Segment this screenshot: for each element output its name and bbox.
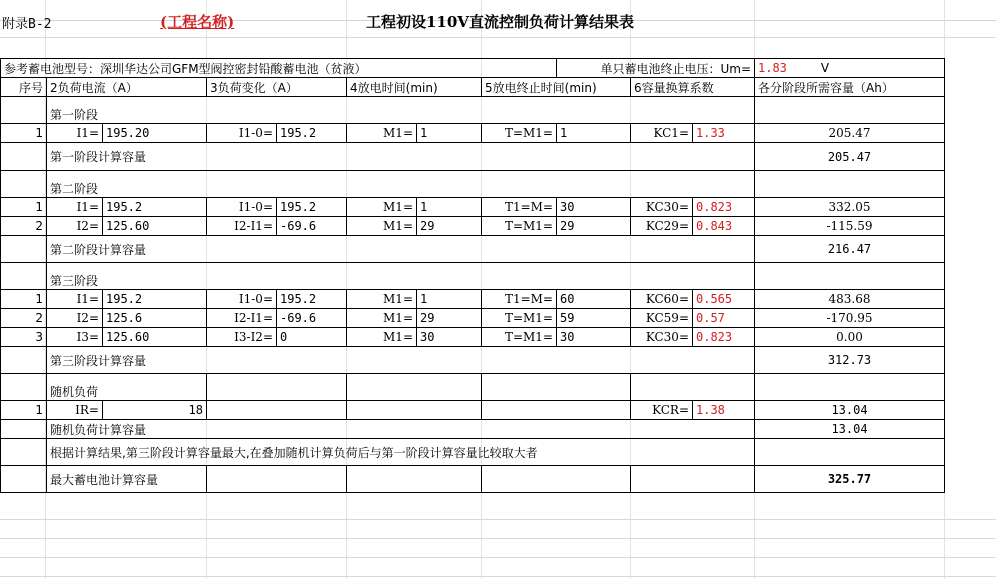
stage-calc-row bbox=[1, 236, 945, 263]
table-cell[interactable] bbox=[207, 466, 347, 493]
stage-title[interactable]: 第二阶段 bbox=[47, 171, 755, 198]
table-cell[interactable] bbox=[1, 171, 47, 198]
stage-title-row bbox=[1, 171, 945, 198]
current-value[interactable]: 125.60 bbox=[103, 328, 207, 347]
coef-label[interactable]: KC59= bbox=[631, 309, 693, 328]
end-time-value[interactable]: 59 bbox=[557, 309, 631, 328]
end-time-label[interactable]: T=M1= bbox=[482, 124, 557, 143]
change-label[interactable]: I1-0= bbox=[207, 124, 277, 143]
stage-title[interactable]: 随机负荷 bbox=[47, 374, 207, 401]
table-cell[interactable] bbox=[347, 466, 482, 493]
battery-row bbox=[1, 59, 945, 78]
table-row bbox=[1, 290, 945, 309]
current-value[interactable]: 195.20 bbox=[103, 124, 207, 143]
row-divider bbox=[0, 519, 996, 520]
time-value[interactable]: 30 bbox=[417, 328, 482, 347]
table-row bbox=[1, 328, 945, 347]
change-value[interactable]: -69.6 bbox=[277, 217, 347, 236]
header-cell[interactable]: 2负荷电流（A） bbox=[47, 78, 207, 97]
capacity-value[interactable]: 13.04 bbox=[755, 401, 945, 420]
change-value[interactable]: 195.2 bbox=[277, 290, 347, 309]
coef-value[interactable]: 0.565 bbox=[693, 290, 755, 309]
ref-battery[interactable]: 参考蓄电池型号：深圳华达公司GFM型阀控密封铅酸蓄电池（贫液） bbox=[1, 59, 557, 78]
coef-value[interactable]: 0.843 bbox=[693, 217, 755, 236]
time-value[interactable]: 1 bbox=[417, 198, 482, 217]
table-cell[interactable] bbox=[755, 374, 945, 401]
header-cell[interactable]: 序号 bbox=[1, 78, 47, 97]
coef-label[interactable]: KC1= bbox=[631, 124, 693, 143]
change-value[interactable]: 195.2 bbox=[277, 124, 347, 143]
coef-value[interactable]: 0.823 bbox=[693, 198, 755, 217]
stage-title[interactable]: 第一阶段 bbox=[47, 97, 755, 124]
current-label[interactable]: I2= bbox=[47, 309, 103, 328]
header-row bbox=[1, 78, 945, 97]
conclusion-text[interactable]: 根据计算结果,第三阶段计算容量最大,在叠加随机计算负荷后与第一阶段计算容量比较取大者 bbox=[47, 439, 755, 466]
end-time-value[interactable]: 1 bbox=[557, 124, 631, 143]
table-cell[interactable] bbox=[755, 439, 945, 466]
change-label[interactable]: I3-I2= bbox=[207, 328, 277, 347]
table-cell[interactable] bbox=[207, 374, 347, 401]
table-cell[interactable] bbox=[482, 401, 631, 420]
cutoff-cell[interactable] bbox=[755, 59, 945, 78]
stage-calc-row bbox=[1, 347, 945, 374]
row-divider bbox=[0, 557, 996, 558]
table-cell[interactable] bbox=[631, 374, 755, 401]
table-cell[interactable] bbox=[1, 374, 47, 401]
table-cell[interactable] bbox=[1, 143, 47, 171]
end-time-value[interactable]: 30 bbox=[557, 328, 631, 347]
project-name: (工程名称) bbox=[160, 13, 235, 31]
calc-table bbox=[0, 58, 945, 493]
time-label[interactable]: M1= bbox=[347, 198, 417, 217]
stage-title[interactable]: 第三阶段 bbox=[47, 263, 755, 290]
current-value[interactable]: 195.2 bbox=[103, 290, 207, 309]
current-value[interactable]: 125.60 bbox=[103, 217, 207, 236]
row-number[interactable]: 1 bbox=[1, 290, 47, 309]
change-label[interactable]: I2-I1= bbox=[207, 217, 277, 236]
table-cell[interactable] bbox=[755, 97, 945, 124]
sheet-title: 工程初设110V直流控制负荷计算结果表 bbox=[366, 13, 634, 31]
coef-label[interactable]: KC29= bbox=[631, 217, 693, 236]
end-time-value[interactable]: 29 bbox=[557, 217, 631, 236]
time-value[interactable]: 29 bbox=[417, 309, 482, 328]
table-row bbox=[1, 401, 945, 420]
change-value[interactable]: 195.2 bbox=[277, 198, 347, 217]
header-cell[interactable]: 3负荷变化（A） bbox=[207, 78, 347, 97]
row-divider bbox=[0, 576, 996, 577]
coef-value[interactable]: 0.57 bbox=[693, 309, 755, 328]
time-label[interactable]: M1= bbox=[347, 217, 417, 236]
stage-calc-row bbox=[1, 420, 945, 439]
table-cell[interactable] bbox=[1, 466, 47, 493]
current-value[interactable]: 125.6 bbox=[103, 309, 207, 328]
stage-calc-label[interactable]: 第二阶段计算容量 bbox=[47, 236, 755, 263]
coef-value[interactable]: 1.33 bbox=[693, 124, 755, 143]
header-cell[interactable]: 各分阶段所需容量（Ah） bbox=[755, 78, 945, 97]
appendix-label: 附录B-2 bbox=[2, 17, 52, 32]
current-label[interactable]: I3= bbox=[47, 328, 103, 347]
table-cell[interactable] bbox=[1, 347, 47, 374]
time-value[interactable]: 29 bbox=[417, 217, 482, 236]
cutoff-value: 1.83 bbox=[758, 61, 787, 75]
stage-calc-value[interactable]: 312.73 bbox=[755, 347, 945, 374]
row-number[interactable]: 1 bbox=[1, 401, 47, 420]
table-cell[interactable] bbox=[755, 171, 945, 198]
change-value[interactable]: -69.6 bbox=[277, 309, 347, 328]
end-time-value[interactable]: 30 bbox=[557, 198, 631, 217]
change-label[interactable]: I1-0= bbox=[207, 198, 277, 217]
cutoff-unit: V bbox=[820, 61, 830, 75]
capacity-value[interactable]: 332.05 bbox=[755, 198, 945, 217]
coef-label[interactable]: KC60= bbox=[631, 290, 693, 309]
table-cell[interactable] bbox=[1, 97, 47, 124]
table-cell[interactable] bbox=[207, 401, 347, 420]
capacity-value[interactable]: 483.68 bbox=[755, 290, 945, 309]
stage-title-row bbox=[1, 374, 945, 401]
coef-value[interactable]: 0.823 bbox=[693, 328, 755, 347]
max-row bbox=[1, 466, 945, 493]
stage-calc-value[interactable]: 216.47 bbox=[755, 236, 945, 263]
table-cell[interactable] bbox=[1, 263, 47, 290]
change-label[interactable]: I1-0= bbox=[207, 290, 277, 309]
stage-calc-value[interactable]: 205.47 bbox=[755, 143, 945, 171]
time-label[interactable]: M1= bbox=[347, 290, 417, 309]
conclusion-row bbox=[1, 439, 945, 466]
capacity-value[interactable]: -170.95 bbox=[755, 309, 945, 328]
stage-calc-row bbox=[1, 143, 945, 171]
end-time-label[interactable]: T1=M= bbox=[482, 198, 557, 217]
capacity-value[interactable]: 0.00 bbox=[755, 328, 945, 347]
row-number[interactable]: 1 bbox=[1, 124, 47, 143]
row-number[interactable]: 1 bbox=[1, 198, 47, 217]
current-label[interactable]: I1= bbox=[47, 290, 103, 309]
row-number[interactable]: 2 bbox=[1, 309, 47, 328]
end-time-value[interactable]: 60 bbox=[557, 290, 631, 309]
current-value[interactable]: 18 bbox=[103, 401, 207, 420]
table-cell[interactable] bbox=[1, 236, 47, 263]
time-label[interactable]: M1= bbox=[347, 328, 417, 347]
time-value[interactable]: 1 bbox=[417, 290, 482, 309]
table-cell[interactable] bbox=[347, 374, 482, 401]
coef-label[interactable]: KCR= bbox=[631, 401, 693, 420]
change-label[interactable]: I2-I1= bbox=[207, 309, 277, 328]
stage-calc-label[interactable]: 随机负荷计算容量 bbox=[47, 420, 755, 439]
time-label[interactable]: M1= bbox=[347, 124, 417, 143]
header-cell[interactable]: 4放电时间(min) bbox=[347, 78, 482, 97]
current-label[interactable]: I1= bbox=[47, 198, 103, 217]
stage-title-row bbox=[1, 97, 945, 124]
coef-value[interactable]: 1.38 bbox=[693, 401, 755, 420]
current-label[interactable]: IR= bbox=[47, 401, 103, 420]
time-label[interactable]: M1= bbox=[347, 309, 417, 328]
table-cell[interactable] bbox=[755, 263, 945, 290]
max-capacity-label[interactable]: 最大蓄电池计算容量 bbox=[47, 466, 207, 493]
table-cell[interactable] bbox=[1, 439, 47, 466]
end-time-label[interactable]: T=M1= bbox=[482, 309, 557, 328]
stage-title-row bbox=[1, 263, 945, 290]
end-time-label[interactable]: T1=M= bbox=[482, 290, 557, 309]
time-value[interactable]: 1 bbox=[417, 124, 482, 143]
capacity-value[interactable]: 205.47 bbox=[755, 124, 945, 143]
table-cell[interactable] bbox=[347, 401, 482, 420]
row-divider bbox=[0, 538, 996, 539]
stage-calc-label[interactable]: 第一阶段计算容量 bbox=[47, 143, 755, 171]
table-cell[interactable] bbox=[631, 466, 755, 493]
stage-calc-value[interactable]: 13.04 bbox=[755, 420, 945, 439]
current-label[interactable]: I2= bbox=[47, 217, 103, 236]
capacity-value[interactable]: -115.59 bbox=[755, 217, 945, 236]
table-row bbox=[1, 124, 945, 143]
current-value[interactable]: 195.2 bbox=[103, 198, 207, 217]
table-cell[interactable] bbox=[1, 420, 47, 439]
table-row bbox=[1, 217, 945, 236]
cutoff-label[interactable]: 单只蓄电池终止电压：Um= bbox=[557, 59, 755, 78]
table-row bbox=[1, 198, 945, 217]
header-cell[interactable]: 5放电终止时间(min) bbox=[482, 78, 631, 97]
coef-label[interactable]: KC30= bbox=[631, 198, 693, 217]
end-time-label[interactable]: T=M1= bbox=[482, 217, 557, 236]
current-label[interactable]: I1= bbox=[47, 124, 103, 143]
stage-calc-label[interactable]: 第三阶段计算容量 bbox=[47, 347, 755, 374]
max-capacity-value[interactable]: 325.77 bbox=[755, 466, 945, 493]
table-cell[interactable] bbox=[482, 466, 631, 493]
row-divider bbox=[0, 37, 996, 38]
table-row bbox=[1, 309, 945, 328]
coef-label[interactable]: KC30= bbox=[631, 328, 693, 347]
end-time-label[interactable]: T=M1= bbox=[482, 328, 557, 347]
change-value[interactable]: 0 bbox=[277, 328, 347, 347]
row-number[interactable]: 2 bbox=[1, 217, 47, 236]
row-number[interactable]: 3 bbox=[1, 328, 47, 347]
header-cell[interactable]: 6容量换算系数 bbox=[631, 78, 755, 97]
table-cell[interactable] bbox=[482, 374, 631, 401]
